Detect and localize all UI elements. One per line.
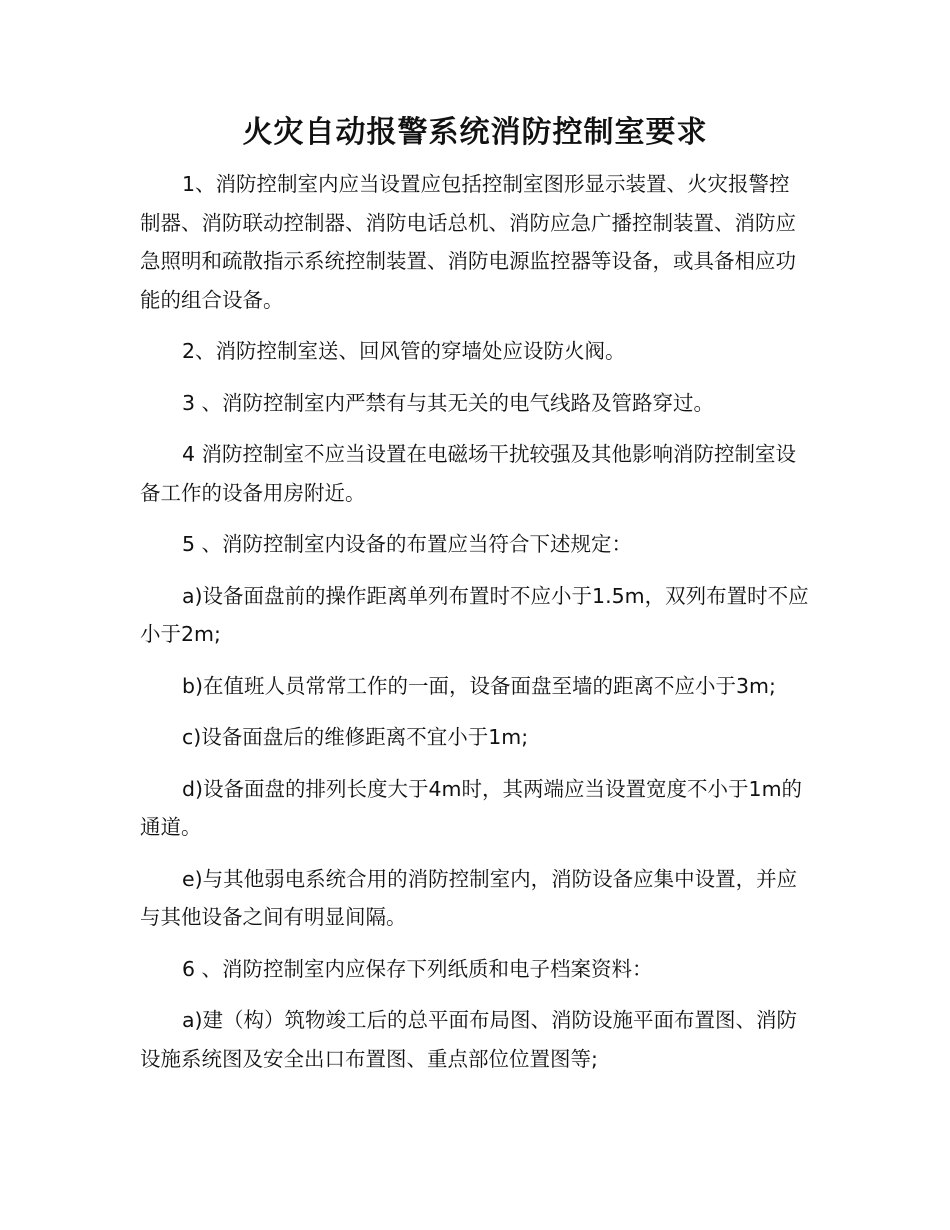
- paragraph-3: 3 、消防控制室内严禁有与其无关的电气线路及管路穿过。: [182, 390, 715, 415]
- paragraph-5a: a)设备面盘前的操作距离单列布置时不应小于1.5m，双列布置时不应小于2m;: [140, 583, 809, 646]
- paragraph-2: 2、消防控制室送、回风管的穿墙处应设防火阀。: [182, 339, 626, 363]
- paragraph-6: 6 、消防控制室内应保存下列纸质和电子档案资料：: [182, 956, 653, 981]
- paragraph-1: 1、消防控制室内应当设置应包括控制室图形显示装置、火灾报警控制器、消防联动控制器、消防电话总机、消防应急广播控制装置、消防应急照明和疏散指示系统控制装置、消防电源监控器等设备，或具备相应功能的组合设备。: [140, 172, 796, 312]
- document-body: [140, 165, 810, 1091]
- paragraph-5d: d)设备面盘的排列长度大于4m时，其两端应当设置宽度不小于1m的通道。: [140, 776, 803, 839]
- document-title: 火灾自动报警系统消防控制室要求: [242, 115, 708, 150]
- paragraph-5e: e)与其他弱电系统合用的消防控制室内，消防设备应集中设置，并应与其他设备之间有明显间隔。: [140, 866, 798, 929]
- paragraph-5c: c)设备面盘后的维修距离不宜小于1m;: [182, 725, 529, 749]
- paragraph-6a: a)建（构）筑物竣工后的总平面布局图、消防设施平面布置图、消防设施系统图及安全出口布置图、重点部位位置图等;: [140, 1008, 798, 1071]
- paragraph-5: 5 、消防控制室内设备的布置应当符合下述规定：: [182, 532, 633, 556]
- paragraph-4: 4 消防控制室不应当设置在电磁场干扰较强及其他影响消防控制室设备工作的设备用房附近。: [140, 442, 797, 505]
- paragraph-5b: b)在值班人员常常工作的一面，设备面盘至墙的距离不应小于3m;: [182, 673, 776, 698]
